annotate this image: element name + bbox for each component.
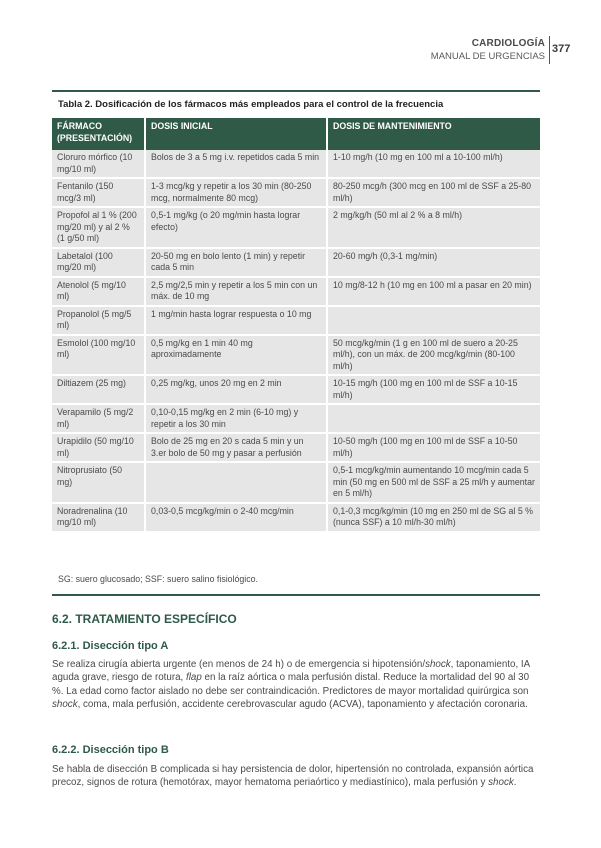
table-cell: 0,1-0,3 mcg/kg/min (10 mg en 250 ml de SG al 5 % (nunca SSF) a 10 ml/h-30 ml/h) bbox=[327, 503, 540, 532]
table-cell: 10-15 mg/h (100 mg en 100 ml de SSF a 10-15 ml/h) bbox=[327, 375, 540, 404]
table-header-row bbox=[52, 118, 540, 150]
italic-term: flap bbox=[185, 672, 202, 684]
text-run: Se realiza cirugía abierta urgente (en menos de 24 h) o de emergencia si hipotensión/ bbox=[52, 659, 426, 670]
table-cell: Propanolol (5 mg/5 ml) bbox=[52, 306, 145, 335]
table-row bbox=[52, 306, 540, 335]
table-cell: 0,5-1 mg/kg (o 20 mg/min hasta lograr efecto) bbox=[145, 207, 327, 248]
subsection-title-a: 6.2.1. Disección tipo A bbox=[52, 640, 169, 652]
header-divider bbox=[549, 36, 550, 64]
table-cell: Propofol al 1 % (200 mg/20 ml) y al 2 % (1 g/50 ml) bbox=[52, 207, 145, 248]
table-cell: Cloruro mórfico (10 mg/10 ml) bbox=[52, 150, 145, 178]
table-bottom-rule bbox=[52, 594, 540, 596]
table-caption-text: Dosificación de los fármacos más empleados para el control de la frecuencia bbox=[92, 99, 444, 110]
table-row bbox=[52, 462, 540, 503]
text-run: , taponamiento, IA aguda grave, riesgo de rotura, bbox=[52, 659, 530, 684]
table-cell: Bolo de 25 mg en 20 s cada 5 min y un 3.er bolo de 50 mg y pasar a perfusión bbox=[145, 433, 327, 462]
table-cell: 0,5-1 mcg/kg/min aumentando 10 mcg/min cada 5 min (50 mg en 500 ml de SSF a 25 ml/h y aumentar en 5 ml/h) bbox=[327, 462, 540, 503]
table-row bbox=[52, 433, 540, 462]
table-cell: 0,10-0,15 mg/kg en 2 min (6-10 mg) y repetir a los 30 min bbox=[145, 404, 327, 433]
running-header bbox=[431, 38, 545, 62]
table-cell: 50 mcg/kg/min (1 g en 100 ml de suero a 20-25 ml/h), con un máx. de 200 mcg/kg/min (80-100 ml/h) bbox=[327, 335, 540, 376]
table-row bbox=[52, 503, 540, 532]
table-cell bbox=[145, 462, 327, 503]
dosage-table bbox=[52, 118, 540, 533]
subsection-title-b: 6.2.2. Disección tipo B bbox=[52, 744, 169, 756]
text-run: . bbox=[513, 777, 517, 789]
italic-term: shock bbox=[488, 777, 514, 789]
header-manual: MANUAL DE URGENCIAS bbox=[430, 51, 545, 62]
table-cell: 1-3 mcg/kg y repetir a los 30 min (80-250 mcg, normalmente 80 mcg) bbox=[145, 178, 327, 207]
table-row bbox=[52, 335, 540, 376]
table-cell: Urapidilo (50 mg/10 ml) bbox=[52, 433, 145, 462]
table-cell: 2 mg/kg/h (50 ml al 2 % a 8 ml/h) bbox=[327, 207, 540, 248]
table-row bbox=[52, 404, 540, 433]
italic-term: shock bbox=[425, 659, 451, 670]
text-run: en la raíz aórtica o mala perfusión distal. Reduce la mortalidad del 90 al 30 %. La edad como factor aislado no debe ser contraindicación. Predictores de mayor mortalidad quirúrgica son bbox=[52, 672, 530, 697]
text-run: Se habla de disección B complicada si hay persistencia de dolor, hipertensión no controlada, expansión aórtica precoz, signos de rotura (hemotórax, mayor hematoma periaórtico y mediastínico), mala perfusión y bbox=[52, 764, 534, 789]
table-cell: 0,5 mg/kg en 1 min 40 mg aproximadamente bbox=[145, 335, 327, 376]
table-cell: Bolos de 3 a 5 mg i.v. repetidos cada 5 min bbox=[145, 150, 327, 178]
table-cell: 0,03-0,5 mcg/kg/min o 2-40 mcg/min bbox=[145, 503, 327, 532]
table-cell bbox=[327, 404, 540, 433]
table-cell: 10-50 mg/h (100 mg en 100 ml de SSF a 10-50 ml/h) bbox=[327, 433, 540, 462]
table-row bbox=[52, 375, 540, 404]
table-row bbox=[52, 277, 540, 306]
table-cell: Nitroprusiato (50 mg) bbox=[52, 462, 145, 503]
table-cell bbox=[327, 306, 540, 335]
table-cell: Diltiazem (25 mg) bbox=[52, 375, 145, 404]
table-row bbox=[52, 248, 540, 277]
header-cell-initial: DOSIS INICIAL bbox=[145, 118, 327, 150]
header-section: CARDIOLOGÍA bbox=[471, 38, 545, 49]
table-cell: Atenolol (5 mg/10 ml) bbox=[52, 277, 145, 306]
table-cell: 1-10 mg/h (10 mg en 100 ml a 10-100 ml/h) bbox=[327, 150, 540, 178]
table-cell: 2,5 mg/2,5 min y repetir a los 5 min con un máx. de 10 mg bbox=[145, 277, 327, 306]
table-caption-label: Tabla 2. bbox=[58, 99, 93, 110]
table-row bbox=[52, 207, 540, 248]
header-cell-drug: FÁRMACO (PRESENTACIÓN) bbox=[52, 118, 145, 150]
italic-term: shock bbox=[52, 698, 78, 710]
table-cell: Verapamilo (5 mg/2 ml) bbox=[52, 404, 145, 433]
table-cell: 20-60 mg/h (0,3-1 mg/min) bbox=[327, 248, 540, 277]
table-cell: 10 mg/8-12 h (10 mg en 100 ml a pasar en 20 min) bbox=[327, 277, 540, 306]
page-number: 377 bbox=[552, 43, 571, 55]
table-cell: Fentanilo (150 mcg/3 ml) bbox=[52, 178, 145, 207]
table-cell: Labetalol (100 mg/20 ml) bbox=[52, 248, 145, 277]
table-cell: Noradrenalina (10 mg/10 ml) bbox=[52, 503, 145, 532]
table-cell: 0,25 mg/kg, unos 20 mg en 2 min bbox=[145, 375, 327, 404]
section-title: 6.2. TRATAMIENTO ESPECÍFICO bbox=[52, 612, 237, 626]
table-cell: 20-50 mg en bolo lento (1 min) y repetir cada 5 min bbox=[145, 248, 327, 277]
paragraph-dissection-a bbox=[52, 658, 542, 711]
table-cell: 80-250 mcg/h (300 mcg en 100 ml de SSF a 25-80 ml/h) bbox=[327, 178, 540, 207]
table-row bbox=[52, 178, 540, 207]
table-footnote: SG: suero glucosado; SSF: suero salino fisiológico. bbox=[58, 574, 258, 584]
table-caption bbox=[58, 99, 443, 110]
table-top-rule bbox=[52, 90, 540, 92]
paragraph-dissection-b bbox=[52, 763, 542, 790]
table-cell: Esmolol (100 mg/10 ml) bbox=[52, 335, 145, 376]
text-run: , coma, mala perfusión, accidente cerebrovascular agudo (ACVA), taponamiento y afectación coronaria. bbox=[77, 698, 528, 710]
header-cell-maintenance: DOSIS DE MANTENIMIENTO bbox=[327, 118, 540, 150]
table-cell: 1 mg/min hasta lograr respuesta o 10 mg bbox=[145, 306, 327, 335]
table-row bbox=[52, 150, 540, 178]
